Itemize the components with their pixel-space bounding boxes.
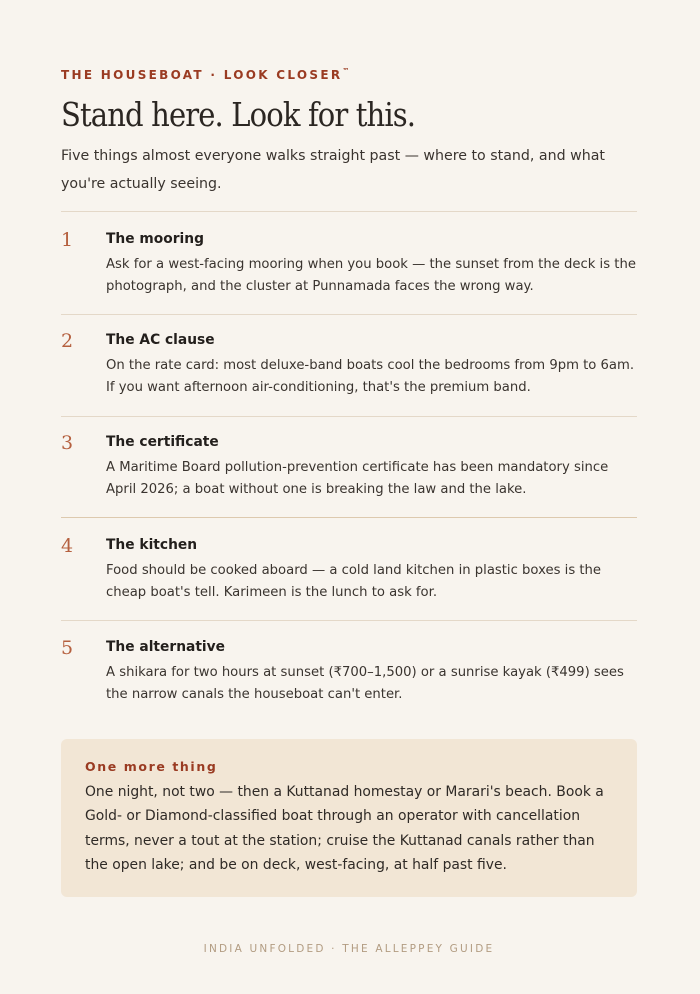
item-heading: The certificate — [106, 434, 219, 450]
divider — [61, 211, 637, 212]
divider — [61, 620, 637, 621]
item-text: Ask for a west-facing mooring when you book — the sunset from the deck is the photograph, and the cluster at Punnamada faces the wrong way. — [106, 257, 636, 294]
item-text: A shikara for two hours at sunset (₹700–1,500) or a sunrise kayak (₹499) sees the narrow canals the houseboat can't enter. — [106, 665, 624, 702]
divider — [61, 314, 637, 315]
trademark-mark: ™ — [342, 67, 350, 75]
page-footer: INDIA UNFOLDED · THE ALLEPPEY GUIDE — [203, 943, 495, 955]
item-heading: The alternative — [106, 639, 225, 655]
item-number: 5 — [61, 637, 74, 659]
one-more-thing-callout — [61, 739, 637, 897]
item-text: On the rate card: most deluxe-band boats cool the bedrooms from 9pm to 6am. If you want afternoon air-conditioning, that's the premium band. — [106, 358, 635, 395]
item-number: 4 — [61, 535, 74, 557]
item-number: 3 — [61, 432, 74, 454]
intro-paragraph: Five things almost everyone walks straight past — where to stand, and what you're actually seeing. — [61, 148, 605, 192]
page-title: Stand here. Look for this. — [61, 95, 416, 134]
callout-text: One night, not two — then a Kuttanad homestay or Marari's beach. Book a Gold- or Diamond-classified boat through an operator with cancellation terms, never a tout at the station; cruise the Kuttanad canals rather than the open lake; and be on deck, west-facing, at half past five. — [85, 784, 604, 874]
section-kicker — [61, 67, 349, 82]
item-number: 1 — [61, 229, 74, 251]
item-heading: The AC clause — [106, 332, 215, 348]
item-heading: The kitchen — [106, 537, 198, 553]
divider — [61, 517, 637, 518]
item-number: 2 — [61, 330, 74, 352]
kicker-text: THE HOUSEBOAT · LOOK CLOSER — [61, 68, 343, 82]
callout-title: One more thing — [85, 759, 218, 774]
item-text: A Maritime Board pollution-prevention certificate has been mandatory since April 2026; a boat without one is breaking the law and the lake. — [106, 460, 609, 497]
item-heading: The mooring — [106, 231, 204, 247]
item-text: Food should be cooked aboard — a cold land kitchen in plastic boxes is the cheap boat's tell. Karimeen is the lunch to ask for. — [106, 563, 602, 600]
divider — [61, 416, 637, 417]
